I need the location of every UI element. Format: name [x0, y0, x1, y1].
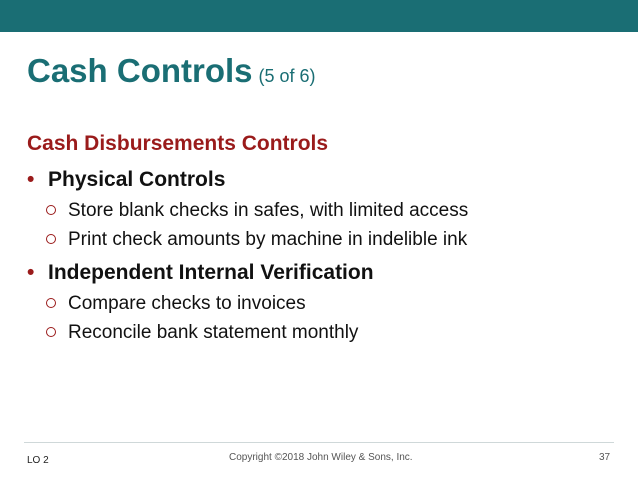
ring-bullet-icon	[46, 205, 56, 215]
sub-bullet-text: Store blank checks in safes, with limited access	[68, 200, 469, 221]
bullet-label: Physical Controls	[48, 168, 226, 191]
bullet-label: Independent Internal Verification	[48, 261, 374, 284]
footer-divider	[24, 442, 614, 443]
section-subheading: Cash Disbursements Controls	[27, 132, 329, 155]
title-text: Cash Controls	[27, 52, 253, 89]
learning-objective-label: LO 2	[27, 455, 49, 466]
bullet-physical-controls	[27, 168, 225, 192]
bullet-dot-icon: •	[27, 261, 35, 284]
ring-bullet-icon	[46, 327, 56, 337]
copyright-notice: Copyright ©2018 John Wiley & Sons, Inc.	[229, 452, 413, 463]
page-number: 37	[599, 452, 611, 463]
header-band	[0, 0, 638, 32]
title-suffix: (5 of 6)	[258, 66, 316, 86]
sub-bullet	[46, 293, 306, 315]
sub-bullet-text: Compare checks to invoices	[68, 293, 306, 314]
sub-bullet-text: Print check amounts by machine in indelible ink	[68, 229, 468, 250]
bullet-dot-icon: •	[27, 168, 35, 191]
sub-bullet	[46, 200, 468, 222]
sub-bullet	[46, 229, 467, 251]
sub-bullet-text: Reconcile bank statement monthly	[68, 322, 359, 343]
ring-bullet-icon	[46, 298, 56, 308]
sub-bullet	[46, 322, 358, 344]
bullet-independent-verification	[27, 261, 374, 285]
slide-title	[27, 54, 316, 87]
ring-bullet-icon	[46, 234, 56, 244]
